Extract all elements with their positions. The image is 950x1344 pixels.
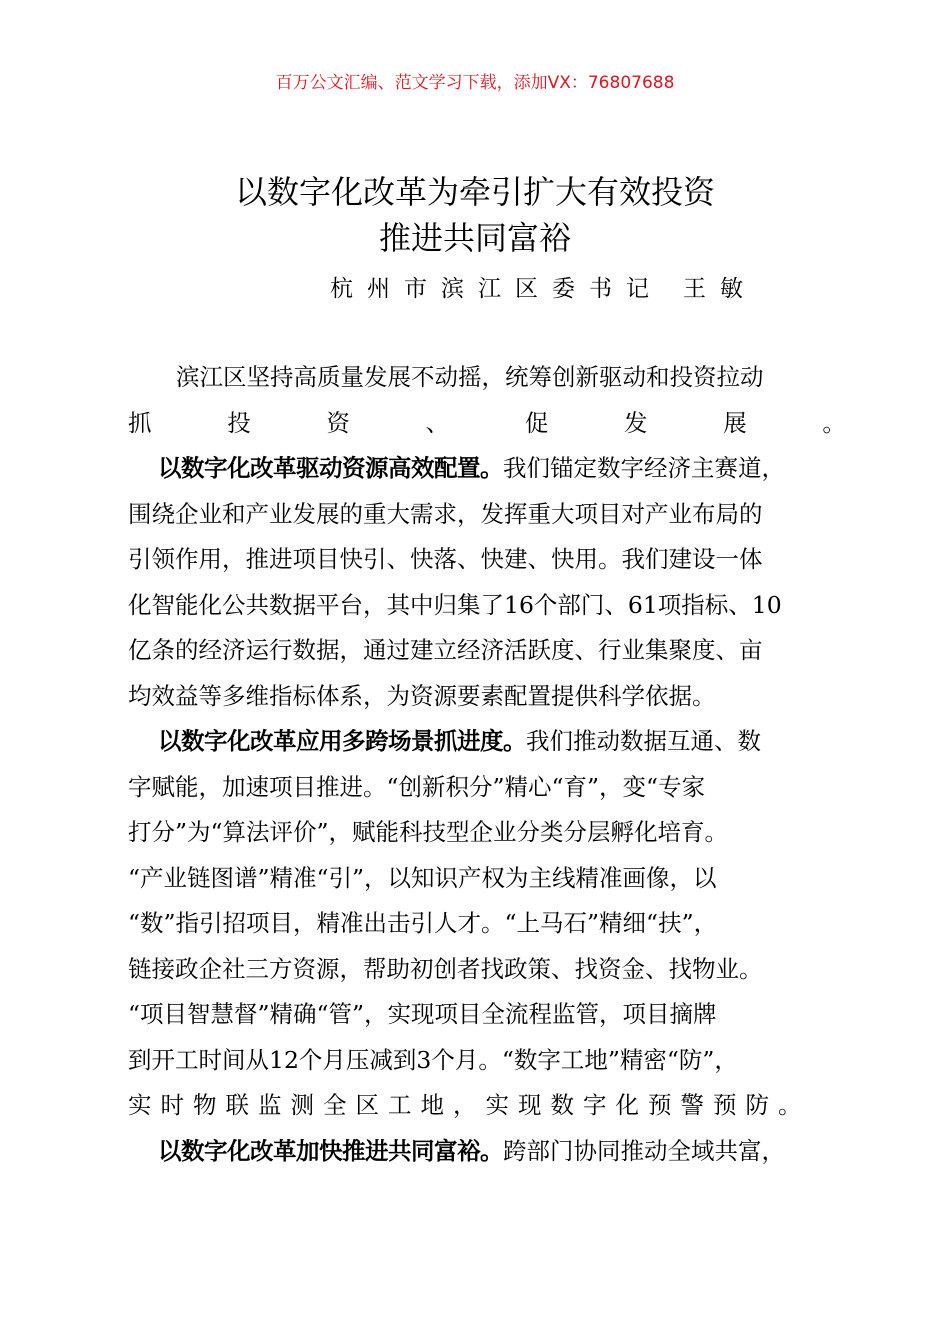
paragraph-line: 均效益等多维指标体系，为资源要素配置提供科学依据。 bbox=[128, 681, 716, 710]
document-body bbox=[128, 355, 846, 1174]
intro-char: 投 bbox=[227, 408, 251, 437]
paragraph-line: 亿条的经济运行数据，通过建立经济活跃度、行业集聚度、亩 bbox=[128, 636, 763, 664]
document-title-line-2: 推进共同富裕 bbox=[378, 219, 571, 257]
paragraph-line: “数”指引招项目，精准出击引人才。“上马石”精细“扶”， bbox=[128, 909, 718, 937]
intro-char: 、 bbox=[425, 408, 450, 437]
section-3-heading: 以数字化改革加快推进共同富裕。 bbox=[158, 1136, 503, 1165]
paragraph-line: “项目智慧督”精确“管”，实现项目全流程监管，项目摘牌 bbox=[128, 1000, 717, 1028]
author-line bbox=[330, 270, 757, 303]
section-1-first-line: 以数字化改革驱动资源高效配置。我们锚定数字经济主赛道， bbox=[158, 454, 785, 482]
intro-line-2 bbox=[128, 401, 846, 447]
paragraph-line: 到开工时间从12个月压减到3个月。“数字工地”精密“防”， bbox=[128, 1045, 738, 1074]
intro-char: 。 bbox=[822, 408, 846, 437]
paragraph-line: 化智能化公共数据平台，其中归集了16个部门、61项指标、10 bbox=[128, 590, 782, 619]
paragraph-line: 打分”为“算法评价”，赋能科技型企业分类分层孵化培育。 bbox=[128, 818, 729, 846]
author-name: 王敏 bbox=[683, 276, 757, 302]
section-2-first-line: 以数字化改革应用多跨场景抓进度。我们推动数据互通、数 bbox=[158, 727, 761, 755]
section-3-first-line: 以数字化改革加快推进共同富裕。跨部门协同推动全域共富， bbox=[158, 1136, 785, 1165]
paragraph-line: “产业链图谱”精准“引”，以知识产权为主线精准画像，以 bbox=[128, 863, 717, 892]
watermark-banner: 百万公文汇编、范文学习下载，添加VX：76807688 bbox=[275, 73, 675, 93]
paragraph-line: 实时物联监测全区工地，实现数字化预警预防。 bbox=[128, 1091, 811, 1119]
intro-line-1: 滨江区坚持高质量发展不动摇，统筹创新驱动和投资拉动 bbox=[176, 363, 764, 391]
author-position: 杭州市滨江区委书记 bbox=[330, 276, 663, 302]
intro-char: 展 bbox=[723, 408, 747, 437]
section-2-heading: 以数字化改革应用多跨场景抓进度。 bbox=[158, 727, 526, 755]
paragraph-line: 引领作用，推进项目快引、快落、快建、快用。我们建设一体 bbox=[128, 545, 763, 573]
section-1-heading: 以数字化改革驱动资源高效配置。 bbox=[158, 454, 503, 482]
document-title-line-1: 以数字化改革为牵引扩大有效投资 bbox=[234, 173, 715, 211]
intro-char: 资 bbox=[326, 408, 350, 437]
paragraph-line: 围绕企业和产业发展的重大需求，发挥重大项目对产业布局的 bbox=[128, 499, 763, 528]
paragraph-line: 链接政企社三方资源，帮助初创者找政策、找资金、找物业。 bbox=[128, 954, 763, 983]
paragraph-line: 字赋能，加速项目推进。“创新积分”精心“育”，变“专家 bbox=[128, 772, 706, 801]
intro-char: 发 bbox=[624, 408, 648, 437]
intro-char: 促 bbox=[524, 408, 549, 437]
intro-char: 抓 bbox=[128, 408, 152, 437]
